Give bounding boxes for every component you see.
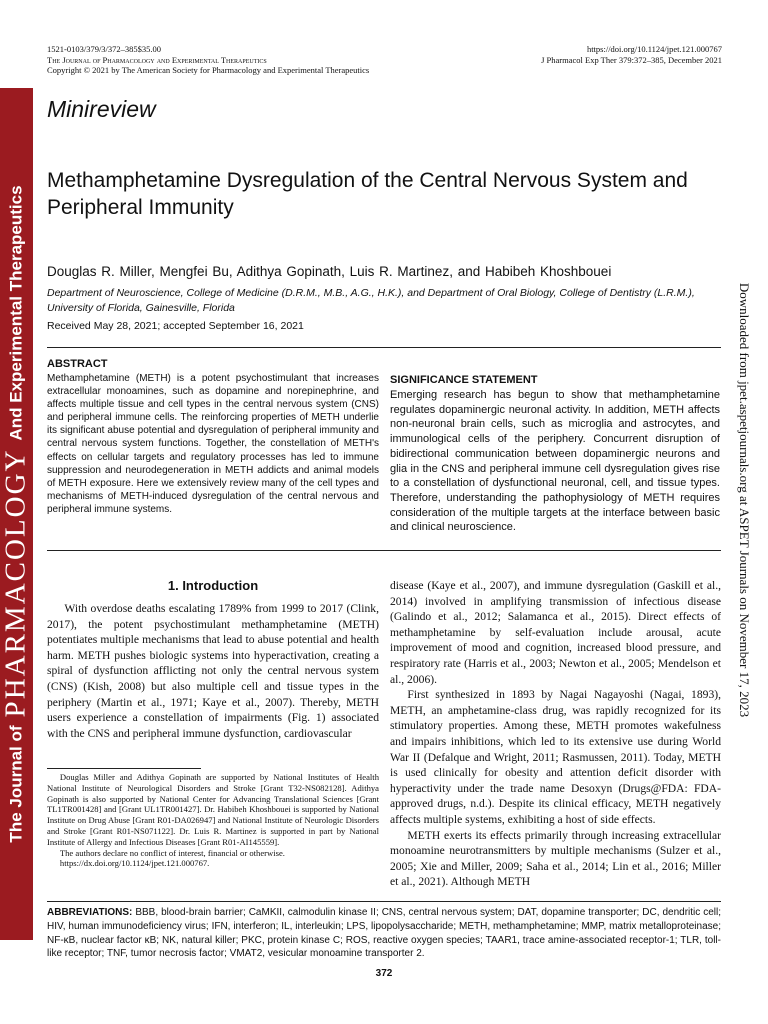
footnote-divider [47,768,201,769]
article-type: Minireview [47,96,156,122]
download-note: Downloaded from jpet.aspetjournals.org at ASPET Journals on November 17, 2023 [737,282,752,718]
significance-text: Emerging research has begun to show that methamphetamine regulates dopaminergic neuronal activity. In addition, METH affects non-neuronal brain cells, such as microglia and astrocytes, and immunological cells of the periphery. Concurrent disruption of bidirectional communication between dopaminergic neurons and glia in the CNS and peripheral immune cell dysregulation gives rise to a constellation of dysfunctional neuronal, cell, and tissue types. Therefore, understanding the pathophysiology of METH requires consideration of the multiple targets at the interface between basic and clinical neuroscience. [390,389,720,534]
header-right [541,44,722,65]
abbreviations-text: BBB, blood-brain barrier; CaMKII, calmodulin kinase II; CNS, central nervous system; DAT, dopamine transporter; DC, dendritic cell; HIV, human immunodeficiency virus; IFN, interferon; IL, interleukin; LPS, lipopolysaccharide; METH, methamphetamine; MMP, matrix metalloproteinase; NF-κB, nuclear factor κB; NK, natural killer; PKC, protein kinase C; ROS, reactive oxygen species; TAAR1, trace amine-associated receptor-1; TLR, toll-like receptor; TNF, tumor necrosis factor; VMAT2, vesicular monoamine transporter 2. [47,907,722,960]
intro-paragraph-1: With overdose deaths escalating 1789% from 1999 to 2017 (Clink, 2017), the potent psychostimulant methamphetamine (METH) potentiates multiple mechanisms that lead to abuse potential and health harm. METH pushes biologic systems into hyperactivation, creating a spiral of dysfunction afflicting not only the central nervous system (CNS) (Kish, 2008) but also multiple cell and tissue types in the periphery (Martin et al., 1971; Kaye et al., 2007). Thereby, METH users experience a constellation of impairments (Fig. 1) associated with the CNS and peripheral immune dysfunction, cardiovascular [47,602,379,740]
intro-left-column [47,601,379,741]
intro-paragraph-2: First synthesized in 1893 by Nagai Nagayoshi (Nagai, 1893), METH, an amphetamine-class drug, was rapidly recognized for its stimulatory properties. Among these, METH promotes wakefulness and impairs inhibitions, which led to its extensive use during World War II (Defalque and Wright, 2011; Rasmussen, 2011). Today, METH is used clinically for obesity and attention deficit disorder with hyperactivity under the trade name Desoxyn (Drugs@FDA: FDA-approved drugs, n.d.). Despite its clinical efficacy, METH negatively affects multiple systems, exhibiting a host of side effects. [390,688,721,826]
issn-line: 1521-0103/379/3/372–385$35.00 [47,44,162,54]
received-date: Received May 28, 2021; accepted September 16, 2021 [47,320,304,332]
intro-right-column [390,578,721,890]
introduction-heading: 1. Introduction [167,578,259,593]
intro-paragraph-1-cont: disease (Kaye et al., 2007), and immune dysregulation (Gaskill et al., 2014) involved in amplifying transmission of infectious disease (Galindo et al., 2012; Salamanca et al., 2015). Direct effects of methamphetamine by self-evaluation include arousal, acute improvement of mood and cognition, increased blood pressure, and respiratory rate (Harris et al., 2003; Newton et al., 2005; Mendelson et al., 2006). [390,579,721,686]
top-divider [47,347,721,348]
abbreviations [47,906,721,961]
journal-line: The Journal of Pharmacology and Experimental Therapeutics [47,54,267,65]
abbrev-divider [47,901,721,902]
footnote [47,772,379,869]
abstract [47,358,379,516]
affiliation: Department of Neuroscience, College of Medicine (D.R.M., M.B., A.G., H.K.), and Department of Oral Biology, College of Dentistry (L.R.M.), University of Florida, Gainesville, Florida [47,287,695,314]
copyright-line: Copyright © 2021 by The American Society for Pharmacology and Experimental Therapeutics [47,65,370,75]
header-left [47,44,369,76]
banner-part-3: And Experimental Therapeutics [6,185,25,441]
citation-line: J Pharmacol Exp Ther 379:372–385, December 2021 [541,54,722,65]
footnote-doi[interactable]: https://dx.doi.org/10.1124/jpet.121.000767. [59,858,210,869]
funding-note: Douglas Miller and Adithya Gopinath are supported by National Institutes of Health National Institute of Neurological Disorders and Stroke [Grant T32-NS082128]. Adithya Gopinath is also supported by National Center for Advancing Translational Sciences [Grant TL1TR001428] and [Grant UL1TR001427]. Dr. Habibeh Khoshbouei is supported by National Institute on Drug Abuse [Grant R01-DA026947] and National Institute of Neurologic Disorders and Stroke [Grant R01-NS071122]. Dr. Luis R. Martinez is supported in part by National Institute of Allergy and Infectious Diseases [Grant R01-AI145559]. [47,772,379,847]
significance-statement [390,374,720,535]
intro-paragraph-3: METH exerts its effects primarily through increasing extracellular monoamine neurotransmitters by multiple mechanisms (Sulzer et al., 2005; Xie and Miller, 2009; Saha et al., 2014; Lin et al., 2016; Miller et al., 2021). Although METH [390,828,721,889]
abbreviations-label: ABBREVIATIONS: [47,907,133,918]
page-number: 372 [375,968,393,979]
banner-part-2: PHARMACOLOGY [0,448,32,718]
conflict-note: The authors declare no conflict of interest, financial or otherwise. [59,847,285,858]
abstract-text: Methamphetamine (METH) is a potent psychostimulant that increases extracellular monoamines, such as dopamine and norepinephrine, and affects multiple tissue and cell types in the central nervous system (CNS) and peripheral immune cells. The reinforcing properties of METH underlie its significant abuse potential and dysregulation of peripheral immunity and central nervous system functions. Together, the constellation of METH's effects on cellular targets and regulatory processes has led to immune suppression and neurodegeneration in METH addicts and animal models of METH exposure. Here we extensively review many of the cell types and mechanisms of METH-induced dysregulation of the central nervous and peripheral immune systems. [47,373,379,515]
doi-link[interactable]: https://doi.org/10.1124/jpet.121.000767 [586,44,722,54]
significance-heading: SIGNIFICANCE STATEMENT [390,374,538,386]
journal-side-banner-text [0,88,33,940]
abstract-heading: ABSTRACT [47,358,108,370]
abstract-divider [47,550,721,551]
article-title: Methamphetamine Dysregulation of the Central Nervous System and Peripheral Immunity [47,169,688,219]
authors: Douglas R. Miller, Mengfei Bu, Adithya Gopinath, Luis R. Martinez, and Habibeh Khoshbouei [47,264,612,279]
banner-part-1: The Journal of [6,725,25,843]
